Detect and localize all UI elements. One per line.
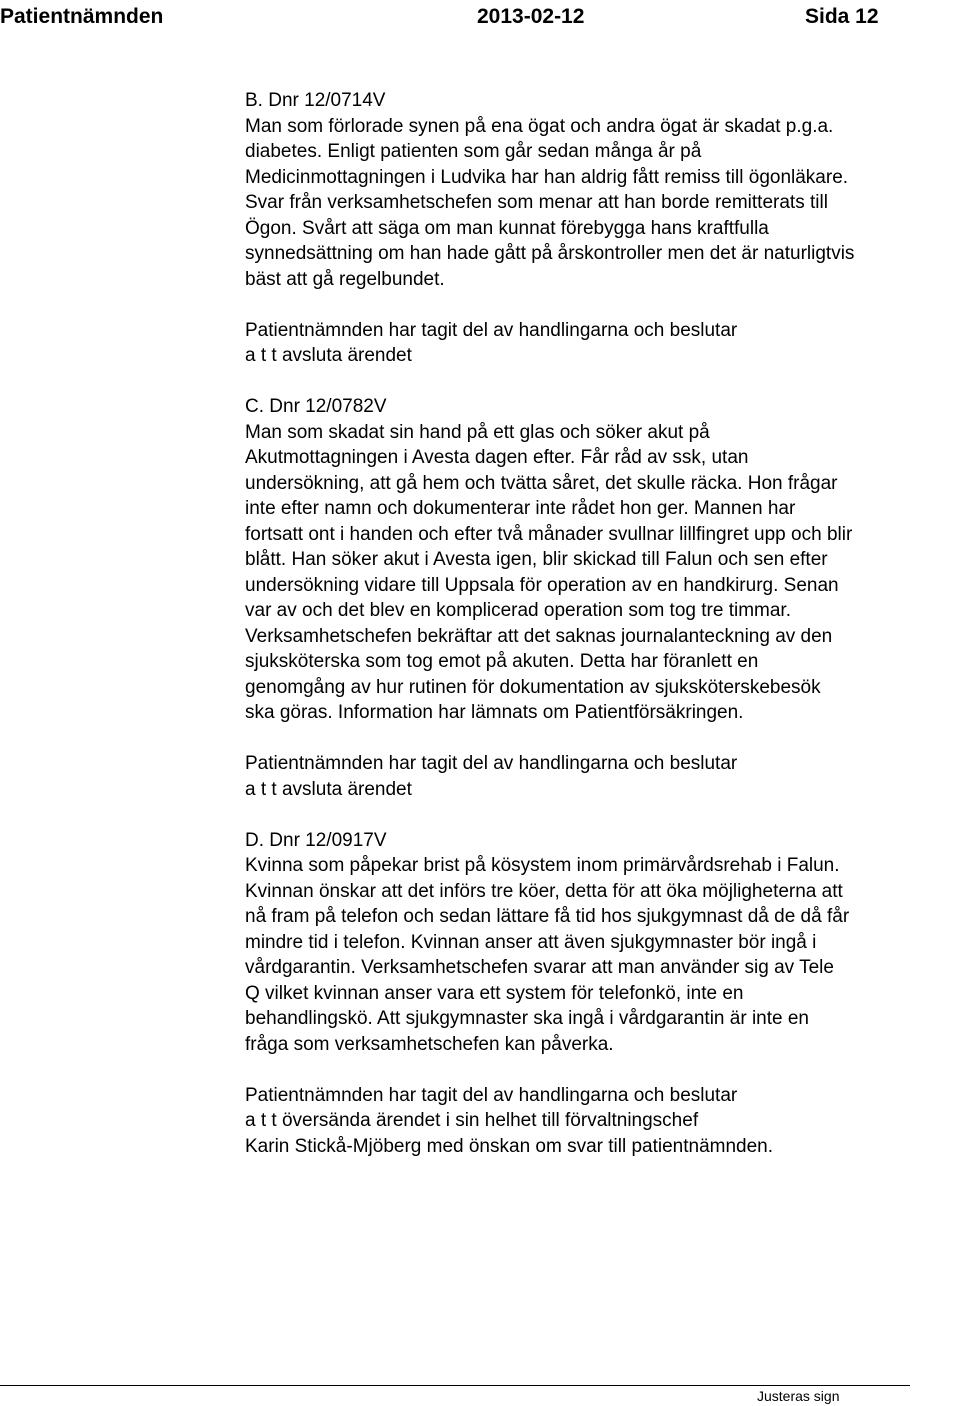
case-text [245,88,960,292]
case-text [245,394,960,726]
case-line: inte efter namn och dokumenterar inte rådet hon ger. Mannen har [245,498,796,519]
case-line: fråga som verksamhetschefen kan påverka. [245,1033,614,1055]
case-heading: D. Dnr 12/0917V [245,829,387,851]
decision-line: Patientnämnden har tagit del av handlingarna och beslutar [245,1084,738,1106]
case-line: genomgång av hur rutinen för dokumentation av sjuksköterskebesök [245,676,821,698]
case-line: behandlingskö. Att sjukgymnaster ska ingå i vårdgarantin är inte en [245,1008,809,1029]
decision-line: a t t översända ärendet i sin helhet till förvaltningschef [245,1110,699,1131]
case-line: Man som skadat sin hand på ett glas och söker akut på [245,421,710,443]
paragraph-gap [245,1057,960,1083]
case-line: ska göras. Information har lämnats om Patientförsäkringen. [245,702,744,723]
paragraph-gap [245,369,960,395]
case-line: mindre tid i telefon. Kvinnan anser att även sjukgymnaster bör ingå i [245,931,817,953]
decision-line: Karin Stickå-Mjöberg med önskan om svar till patientnämnden. [245,1135,774,1157]
case-line: synnedsättning om han hade gått på årskontroller men det är naturligtvis [245,243,855,264]
case-line: nå fram på telefon och sedan lättare få tid hos sjukgymnast då de då får [245,906,850,927]
decision-line: Patientnämnden har tagit del av handlingarna och beslutar [245,753,738,774]
case-line: var av och det blev en komplicerad operation som tog tre timmar. [245,600,791,621]
case-decision [245,318,960,369]
footer-divider [0,1385,910,1386]
case-line: Verksamhetschefen bekräftar att det saknas journalanteckning av den [245,625,833,647]
case-line: undersökning vidare till Uppsala för operation av en handkirurg. Senan [245,574,839,596]
case-line: Man som förlorade synen på ena ögat och andra ögat är skadat p.g.a. [245,115,834,137]
case-line: blått. Han söker akut i Avesta igen, blir skickad till Falun och sen efter [245,549,828,570]
case-section-b [245,88,960,394]
case-heading: C. Dnr 12/0782V [245,396,387,417]
header-title: Patientnämnden [0,5,164,28]
case-line: fortsatt ont i handen och efter två månader svullnar lillfingret upp och blir [245,523,853,545]
case-line: sjuksköterska som tog emot på akuten. Detta har föranlett en [245,651,759,672]
case-line: Svar från verksamhetschefen som menar att han borde remitterats till [245,192,828,213]
case-line: Akutmottagningen i Avesta dagen efter. Får råd av ssk, utan [245,447,749,468]
case-heading: B. Dnr 12/0714V [245,90,386,111]
decision-line: Patientnämnden har tagit del av handlingarna och beslutar [245,319,738,341]
case-line: bäst att gå regelbundet. [245,268,445,290]
decision-line: a t t avsluta ärendet [245,778,412,800]
case-decision [245,751,960,802]
case-line: undersökning, att gå hem och tvätta såret, det skulle räcka. Hon frågar [245,472,838,494]
page-header [0,3,960,31]
paragraph-gap [245,802,960,828]
header-date: 2013-02-12 [477,5,585,28]
header-page-number: Sida 12 [805,5,879,28]
case-line: Q vilket kvinnan anser vara ett system för telefonkö, inte en [245,982,744,1004]
case-decision [245,1083,960,1160]
decision-line: a t t avsluta ärendet [245,345,412,366]
case-line: Kvinnan önskar att det införs tre köer, detta för att öka möjligheterna att [245,880,843,902]
paragraph-gap [245,726,960,752]
case-line: Medicinmottagningen i Ludvika har han aldrig fått remiss till ögonläkare. [245,166,849,188]
case-section-c [245,394,960,828]
case-section-d [245,828,960,1160]
case-line: vårdgarantin. Verksamhetschefen svarar att man använder sig av Tele [245,957,834,978]
case-line: Ögon. Svårt att säga om man kunnat förebygga hans kraftfulla [245,217,769,239]
case-line: diabetes. Enligt patienten som går sedan många år på [245,141,702,162]
document-body [245,88,960,1159]
footer-sign-label: Justeras sign [757,1388,840,1404]
case-line: Kvinna som påpekar brist på kösystem inom primärvårdsrehab i Falun. [245,855,840,876]
paragraph-gap [245,292,960,318]
case-text [245,828,960,1058]
